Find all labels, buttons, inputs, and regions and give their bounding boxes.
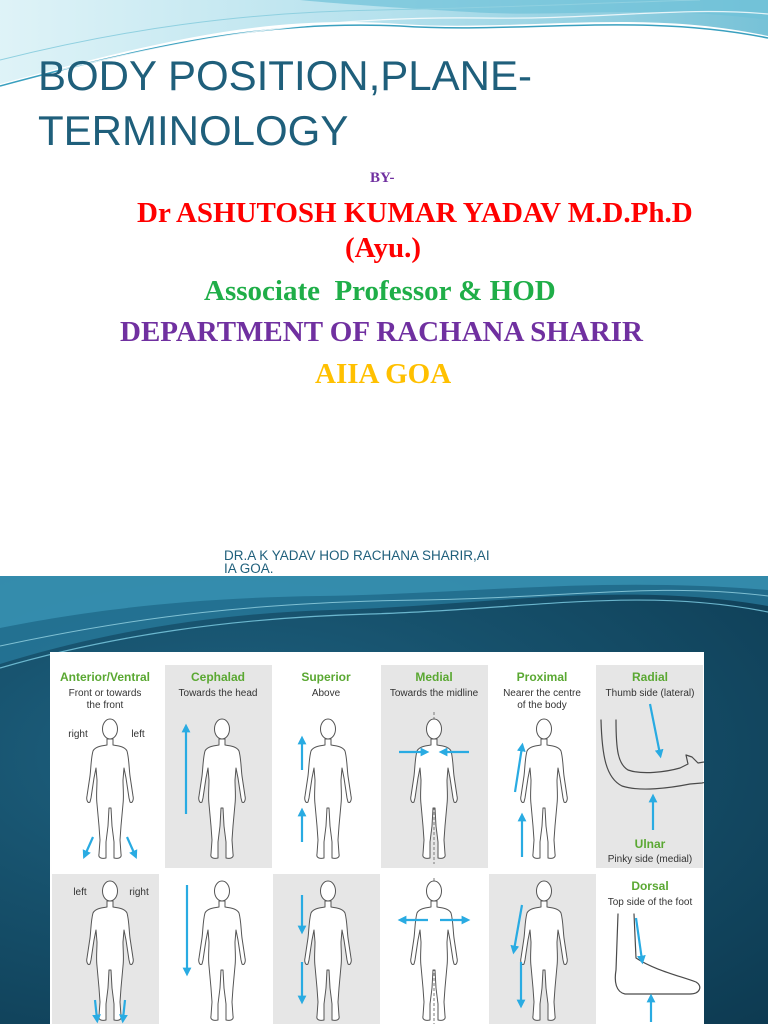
ulnar-heading: Ulnar xyxy=(634,837,666,851)
department: DEPARTMENT OF RACHANA SHARIR xyxy=(120,316,643,348)
term-description: Above xyxy=(311,688,341,699)
term-description: Towards the midline xyxy=(389,688,479,699)
term-heading: Cephalad xyxy=(190,670,246,684)
term-heading: Anterior/Ventral xyxy=(59,670,151,684)
term-heading: Proximal xyxy=(516,670,568,684)
footer-line-2: IA GOA. xyxy=(224,561,274,576)
designation: Associate Professor & HOD xyxy=(204,275,556,307)
term-description: Nearer the centre xyxy=(503,688,581,699)
term-description: Front or towards xyxy=(68,688,142,699)
term-description: of the body xyxy=(517,700,567,711)
term-heading: Radial xyxy=(631,670,669,684)
term-heading: Medial xyxy=(415,670,453,684)
by-label: BY- xyxy=(370,170,395,186)
terminology-slide xyxy=(0,576,768,1024)
term-description: Towards the head xyxy=(178,688,258,699)
side-label-right: right xyxy=(129,887,149,898)
institute: AIIA GOA xyxy=(315,358,452,390)
side-label-left: left xyxy=(73,887,87,898)
term-description: the front xyxy=(86,700,124,711)
author-degree: (Ayu.) xyxy=(345,232,421,264)
term-heading: Superior xyxy=(301,670,351,684)
title-line-1: BODY POSITION,PLANE- xyxy=(38,52,533,99)
footer-line-1: DR.A K YADAV HOD RACHANA SHARIR,AI xyxy=(224,548,490,563)
anatomical-terms-figure xyxy=(50,652,704,1024)
presentation-title xyxy=(38,48,532,158)
side-label-right: right xyxy=(68,729,88,740)
dorsal-description: Top side of the foot xyxy=(607,897,693,908)
side-label-left: left xyxy=(131,729,145,740)
dorsal-heading: Dorsal xyxy=(631,879,669,893)
term-description: Thumb side (lateral) xyxy=(605,688,695,699)
author-name: Dr ASHUTOSH KUMAR YADAV M.D.Ph.D xyxy=(137,197,693,229)
ulnar-description: Pinky side (medial) xyxy=(607,854,693,865)
title-line-2: TERMINOLOGY xyxy=(38,107,349,154)
